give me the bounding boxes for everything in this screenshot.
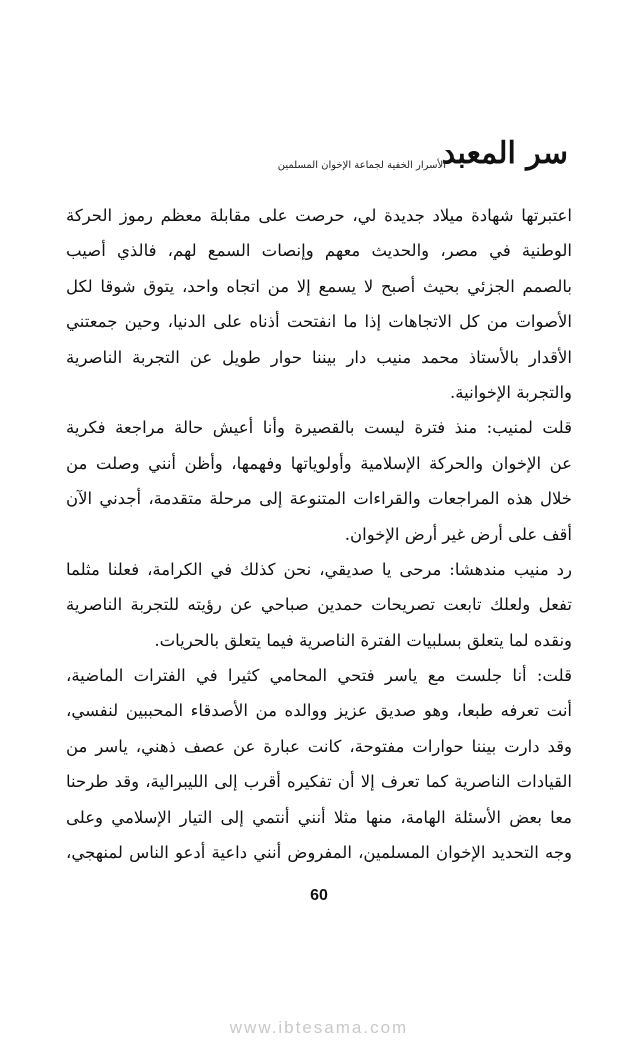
- text-line: تفعل ولعلك تابعت تصريحات حمدين صباحي عن رؤيته للتجربة الناصرية: [66, 595, 572, 615]
- text-line: خلال هذه المراجعات والقراءات المتنوعة إلى مرحلة متقدمة، أجدني الآن: [66, 489, 572, 509]
- text-line: الوطنية في مصر، والحديث معهم وإنصات السمع لهم، فالذي أصيب: [66, 241, 572, 261]
- text-line: وقد دارت بيننا حوارات مفتوحة، كانت عبارة عن عصف ذهني، ياسر من: [66, 736, 572, 756]
- text-line: عن الإخوان والحركة الإسلامية وأولوياتها وفهمها، وأظن أنني وصلت من: [66, 453, 572, 473]
- paragraph: [66, 552, 572, 658]
- paragraph: [66, 198, 572, 410]
- text-line: بالصمم الجزئي بحيث أصبح لا يسمع إلا من اتجاه واحد، يتوق شوقا لكل: [66, 276, 572, 296]
- book-logo: سر المعبد: [441, 136, 568, 171]
- site-watermark: www.ibtesama.com: [229, 1018, 409, 1037]
- paragraph: [66, 410, 572, 552]
- text-line: معا بعض الأسئلة الهامة، منها مثلا أنني أنتمي إلى التيار الإسلامي وعلى: [66, 807, 572, 827]
- text-line: أنت تعرفه طبعا، وهو صديق عزيز ووالده من الأصدقاء المحببين لنفسي،: [66, 701, 572, 721]
- text-line: الأقدار بالأستاذ محمد منيب دار بيننا حوار طويل عن التجربة الناصرية: [66, 347, 572, 367]
- paragraph: [66, 658, 572, 870]
- page-number: 60: [310, 887, 328, 904]
- text-line: ونقده لما يتعلق بسلبيات الفترة الناصرية فيما يتعلق بالحريات.: [154, 630, 572, 650]
- page-header: [70, 132, 568, 180]
- text-line: قلت لمنيب: منذ فترة ليست بالقصيرة وأنا أعيش حالة مراجعة فكرية: [66, 418, 572, 438]
- text-line: وجه التحديد الإخوان المسلمين، المفروض أنني داعية أدعو الناس لمنهجي،: [66, 843, 572, 863]
- book-subtitle: الأسرار الخفية لجماعة الإخوان المسلمين: [277, 160, 446, 171]
- text-line: رد منيب مندهشا: مرحى يا صديقي، نحن كذلك في الكرامة، فعلنا مثلما: [66, 559, 572, 579]
- text-line: والتجربة الإخوانية.: [450, 382, 572, 402]
- text-line: أقف على أرض غير أرض الإخوان.: [344, 524, 572, 544]
- text-line: القيادات الناصرية كما تعرف إلا أن تفكيره أقرب إلى الليبرالية، وقد طرحنا: [66, 772, 572, 792]
- text-line: الأصوات من كل الاتجاهات إذا ما انفتحت أذناه على الدنيا، وحين جمعتني: [66, 312, 572, 332]
- text-line: قلت: أنا جلست مع ياسر فتحي المحامي كثيرا في الفترات الماضية،: [66, 666, 572, 686]
- text-line: اعتبرتها شهادة ميلاد جديدة لي، حرصت على مقابلة معظم رموز الحركة: [66, 206, 572, 225]
- body-text: [66, 198, 572, 870]
